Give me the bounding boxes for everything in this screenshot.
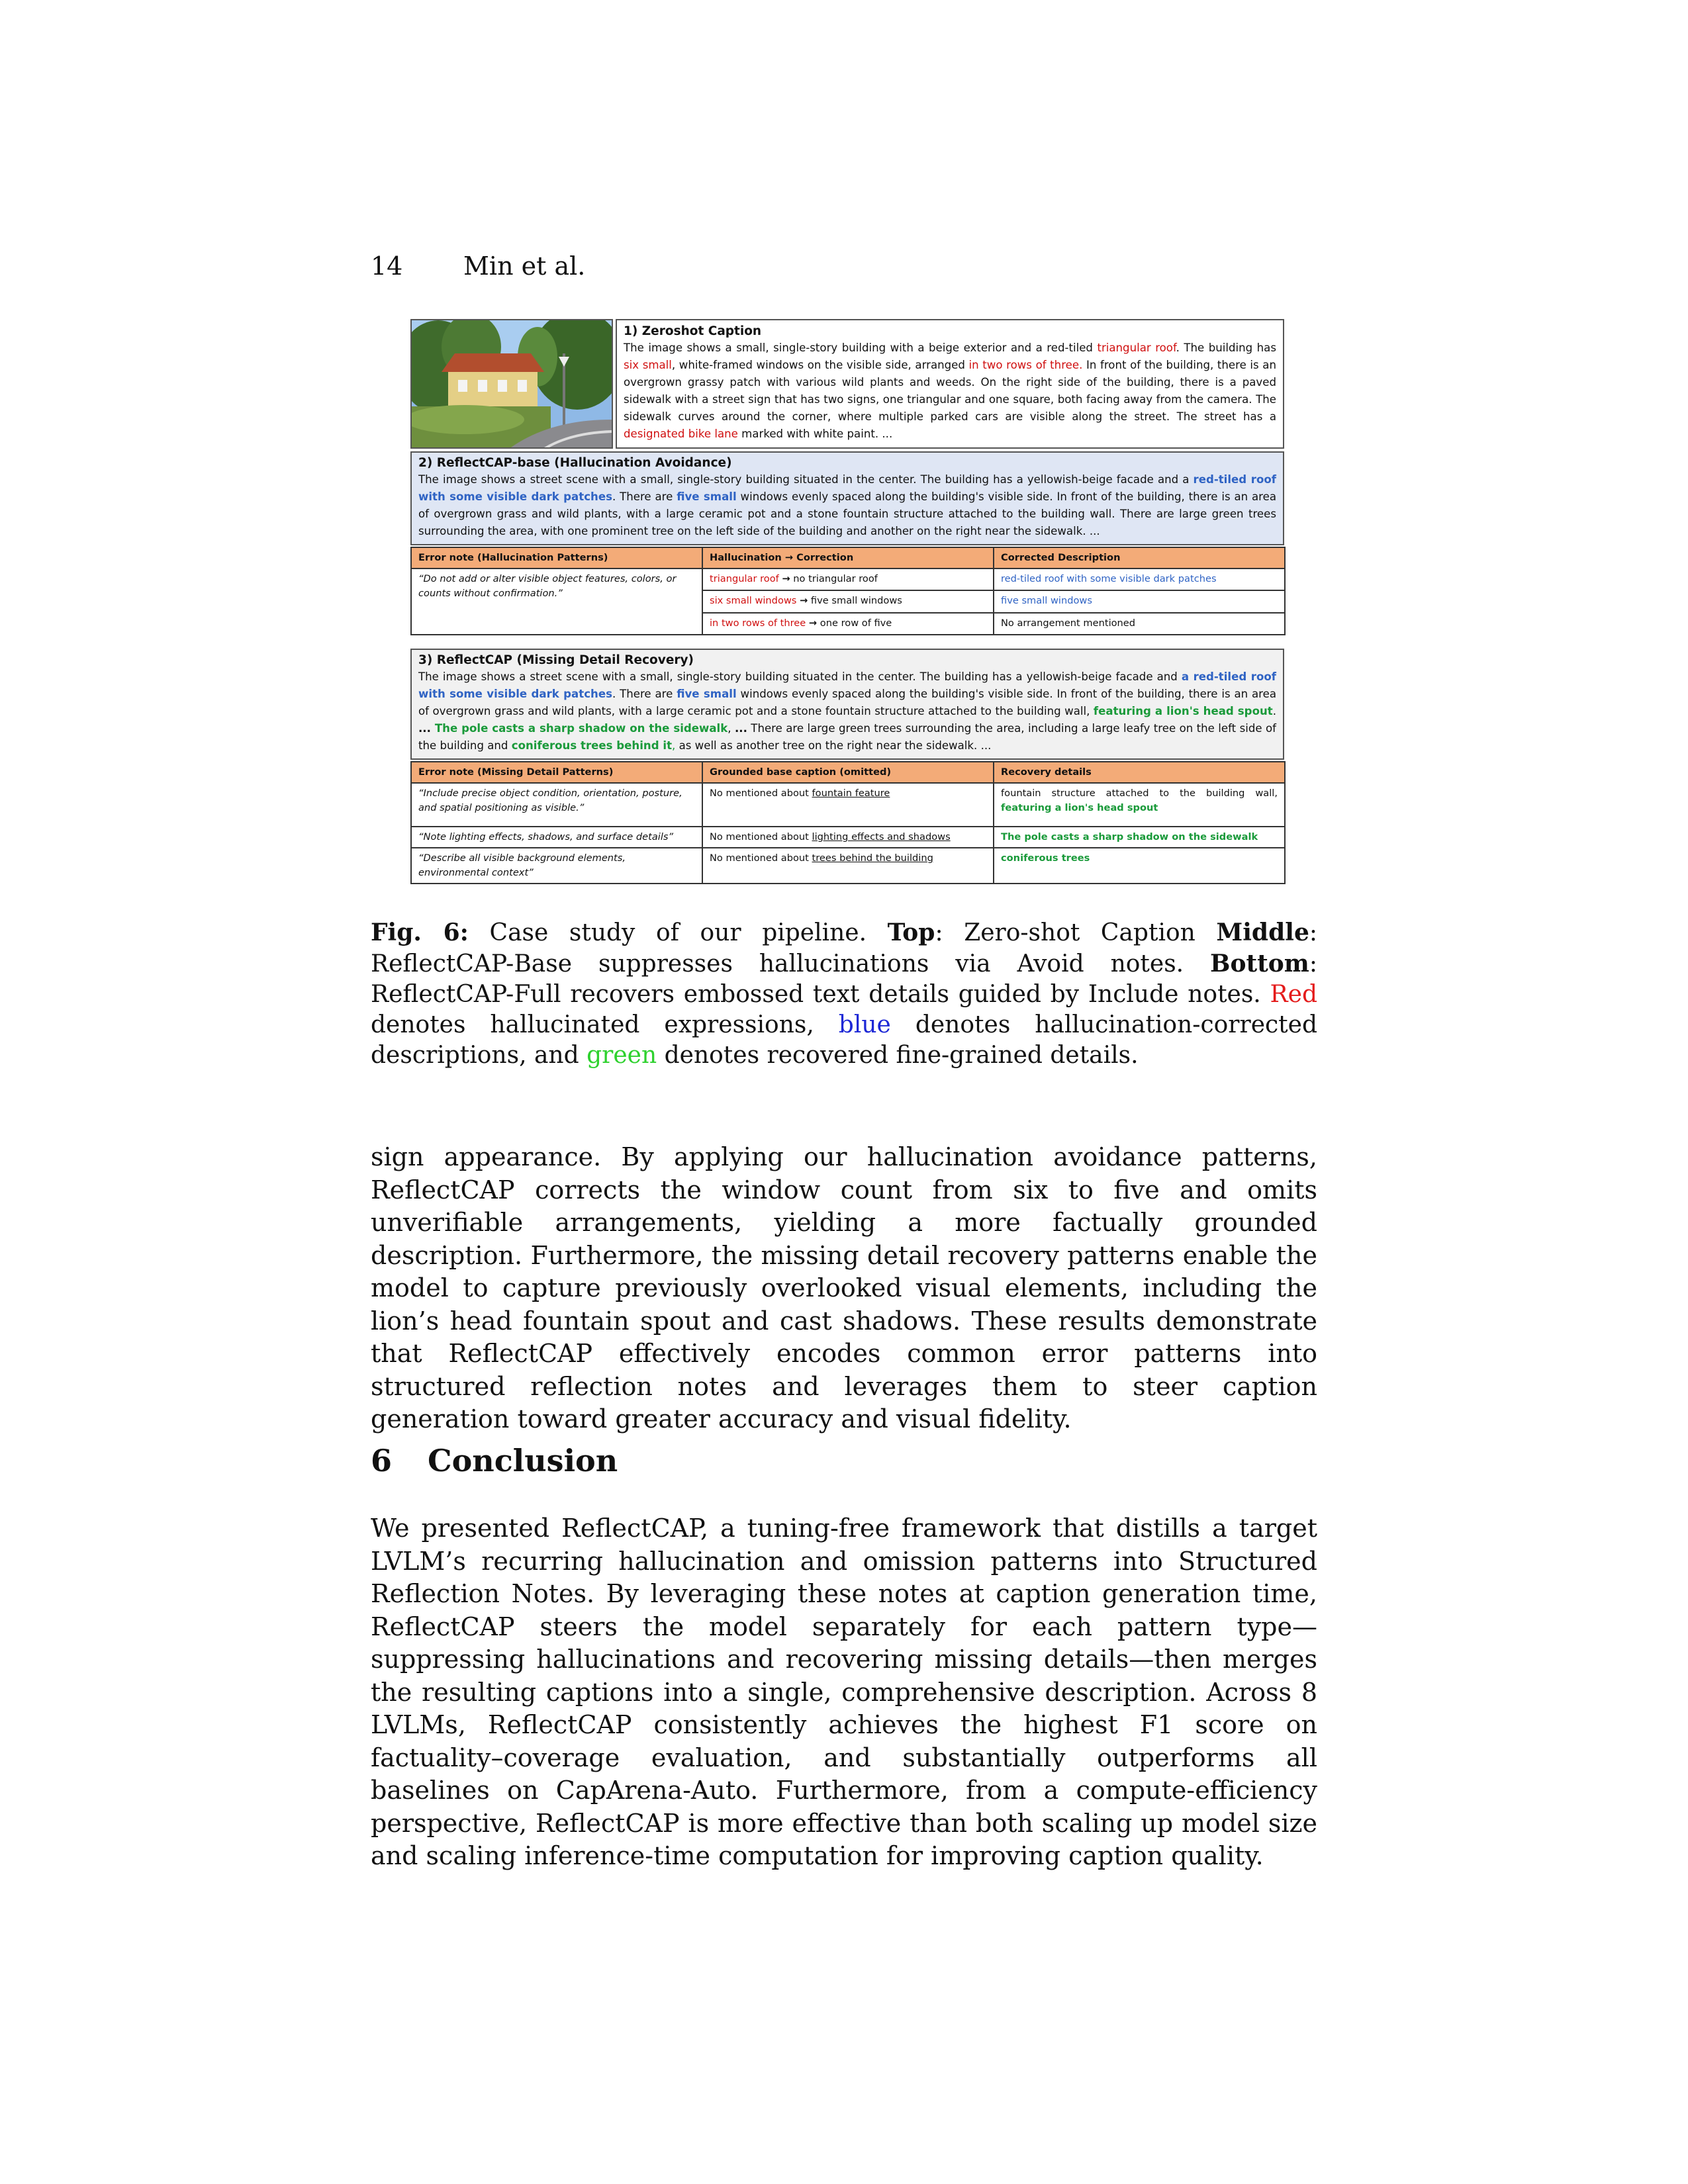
zeroshot-text: The image shows a small, single-story building with a beige exterior and a red-tiled triangular roof. The building has six small, white-framed windows on the visible side, arranged in two rows of three. In front of the building, there is an overgrown grassy patch with various wild plants and weeds. On the right side of the building, there is a paved sidewalk with a street sign that has two signs, one triangular and one square, both facing away from the camera. The sidewalk curves around the corner, where multiple parked cars are visible along the street. The street has a designated bike lane marked with white paint. ... bbox=[624, 341, 1277, 440]
base-caption-cell: No mentioned about lighting effects and shadows bbox=[702, 827, 994, 848]
figure-caption: Fig. 6: Case study of our pipeline. Top: Zero-shot Caption Middle: ReflectCAP-Base suppresses hallucinations via Avoid notes. Bottom: ReflectCAP-Full recovers embossed text details guided by Include notes. Red denotes hallucinated expressions, blue denotes hallucination-corrected descriptions, and green denotes recovered fine-grained details. bbox=[371, 919, 1317, 1069]
table-row bbox=[411, 827, 1285, 848]
reflectcap-full-box bbox=[410, 649, 1284, 760]
corrected-roof: red-tiled roof with some visible dark patches bbox=[418, 473, 1277, 503]
include-note: “Include precise object condition, orientation, posture, and spatial positioning as visible.” bbox=[411, 783, 702, 827]
recovery-cell: The pole casts a sharp shadow on the sidewalk bbox=[994, 827, 1285, 848]
reflectcap-full-title: 3) ReflectCAP (Missing Detail Recovery) bbox=[418, 653, 694, 667]
hallucination-six-small: six small bbox=[624, 359, 672, 371]
missing-detail-table-header bbox=[411, 762, 1285, 783]
figure-label: Fig. 6: bbox=[371, 919, 469, 946]
corrected-description-cell: five small windows bbox=[994, 590, 1285, 612]
avoid-note: “Do not add or alter visible object features, colors, or counts without confirmation.” bbox=[411, 569, 702, 635]
table-row bbox=[411, 783, 1285, 827]
section-number: 6 bbox=[371, 1443, 393, 1479]
body-paragraph-1: sign appearance. By applying our hallucination avoidance patterns, ReflectCAP corrects the window count from six to five and omits unverifiable arrangements, yielding a more factually grounded description. Furthermore, the missing detail recovery patterns enable the model to capture previously overlooked visual elements, including the lion’s head fountain spout and cast shadows. These results demonstrate that ReflectCAP effectively encodes common error patterns into structured reflection notes and leverages them to steer caption generation toward greater accuracy and visual fidelity. bbox=[371, 1142, 1317, 1433]
legend-blue: blue bbox=[838, 1011, 891, 1038]
header-missing-error-note: Error note (Missing Detail Patterns) bbox=[411, 762, 702, 783]
section-heading bbox=[371, 1443, 618, 1479]
correction-cell: six small windows → five small windows bbox=[702, 590, 994, 612]
hallucination-table bbox=[410, 547, 1286, 635]
hallucination-bike-lane: designated bike lane bbox=[624, 428, 738, 440]
section-title: Conclusion bbox=[428, 1443, 618, 1479]
corrected-five-small: five small bbox=[677, 490, 737, 503]
recovered-pole-shadow: The pole casts a sharp shadow on the sidewalk bbox=[430, 722, 728, 735]
page-number: 14 bbox=[371, 251, 403, 281]
correction-cell: triangular roof → no triangular roof bbox=[702, 569, 994, 590]
header-error-note: Error note (Hallucination Patterns) bbox=[411, 547, 702, 569]
reflectcap-base-text: The image shows a street scene with a small, single-story building situated in the center. The building has a yellowish-beige facade and a red-tiled roof with some visible dark patches. There are five small windows evenly spaced along the building's visible side. In front of the building, there is an area of overgrown grass and wild plants, with a large ceramic pot and a stone fountain structure attached to the building wall. There are large green trees surrounding the area, with one prominent tree on the left side of the building and another on the right near the sidewalk. ... bbox=[418, 473, 1277, 537]
corrected-roof: a red-tiled roof with some visible dark patches bbox=[418, 670, 1276, 700]
header-corrected-description: Corrected Description bbox=[994, 547, 1285, 569]
building-photo-illustration bbox=[412, 320, 612, 447]
corrected-description-cell: red-tiled roof with some visible dark patches bbox=[994, 569, 1285, 590]
hallucination-triangular-roof: triangular roof bbox=[1097, 341, 1176, 354]
include-note: “Describe all visible background elements, environmental context” bbox=[411, 848, 702, 884]
header-recovery-details: Recovery details bbox=[994, 762, 1285, 783]
recovery-cell: coniferous trees bbox=[994, 848, 1285, 884]
base-caption-cell: No mentioned about fountain feature bbox=[702, 783, 994, 827]
header-hallucination-correction: Hallucination → Correction bbox=[702, 547, 994, 569]
body-paragraph-2: We presented ReflectCAP, a tuning-free framework that distills a target LVLM’s recurring hallucination and omission patterns into Structured Reflection Notes. By leveraging these notes at caption generation time, ReflectCAP steers the model separately for each pattern type—suppressing hallucinations and recovering missing details—then merges the resulting captions into a single, comprehensive description. Across 8 LVLMs, ReflectCAP consistently achieves the highest F1 score on factuality–coverage evaluation, and substantially outperforms all baselines on CapArena-Auto. Furthermore, from a compute-efficiency perspective, ReflectCAP is more effective than both scaling up model size and scaling inference-time computation for improving caption quality. bbox=[371, 1514, 1317, 1870]
corrected-description-cell: No arrangement mentioned bbox=[994, 613, 1285, 635]
legend-green: green bbox=[586, 1042, 657, 1069]
table-row bbox=[411, 569, 1285, 590]
include-note: “Note lighting effects, shadows, and surface details” bbox=[411, 827, 702, 848]
table-row bbox=[411, 848, 1285, 884]
corrected-five-small: five small bbox=[677, 688, 737, 700]
reflectcap-full-text: The image shows a street scene with a small, single-story building situated in the center. The building has a yellowish-beige facade and a red-tiled roof with some visible dark patches. There are five small windows evenly spaced along the building's visible side. In front of the building, there is an area of overgrown grass and wild plants, with a large ceramic pot and a stone fountain structure attached to the building wall, featuring a lion's head spout. ... The pole casts a sharp shadow on the sidewalk, ... There are large green trees surrounding the area, including a large leafy tree on the left side of the building and coniferous trees behind it, as well as another tree on the right near the sidewalk. ... bbox=[418, 670, 1277, 752]
figure-6 bbox=[410, 319, 1284, 896]
correction-cell: in two rows of three → one row of five bbox=[702, 613, 994, 635]
recovered-coniferous-trees: coniferous trees behind it bbox=[511, 739, 673, 752]
running-head: Min et al. bbox=[463, 251, 586, 281]
recovery-cell: fountain structure attached to the building wall, featuring a lion's head spout bbox=[994, 783, 1285, 827]
header-grounded-base: Grounded base caption (omitted) bbox=[702, 762, 994, 783]
zeroshot-caption-box bbox=[616, 319, 1284, 449]
zeroshot-title: 1) Zeroshot Caption bbox=[624, 324, 762, 338]
reflectcap-base-title: 2) ReflectCAP-base (Hallucination Avoidance) bbox=[418, 456, 732, 470]
base-caption-cell: No mentioned about trees behind the building bbox=[702, 848, 994, 884]
reflectcap-base-box bbox=[410, 451, 1284, 545]
hallucination-two-rows: in two rows of three. bbox=[968, 359, 1083, 371]
street-scene-photo bbox=[410, 319, 613, 449]
missing-detail-table bbox=[410, 761, 1286, 884]
hallucination-table-header bbox=[411, 547, 1285, 569]
legend-red: Red bbox=[1270, 981, 1317, 1008]
recovered-lion-spout: featuring a lion's head spout bbox=[1093, 705, 1273, 717]
